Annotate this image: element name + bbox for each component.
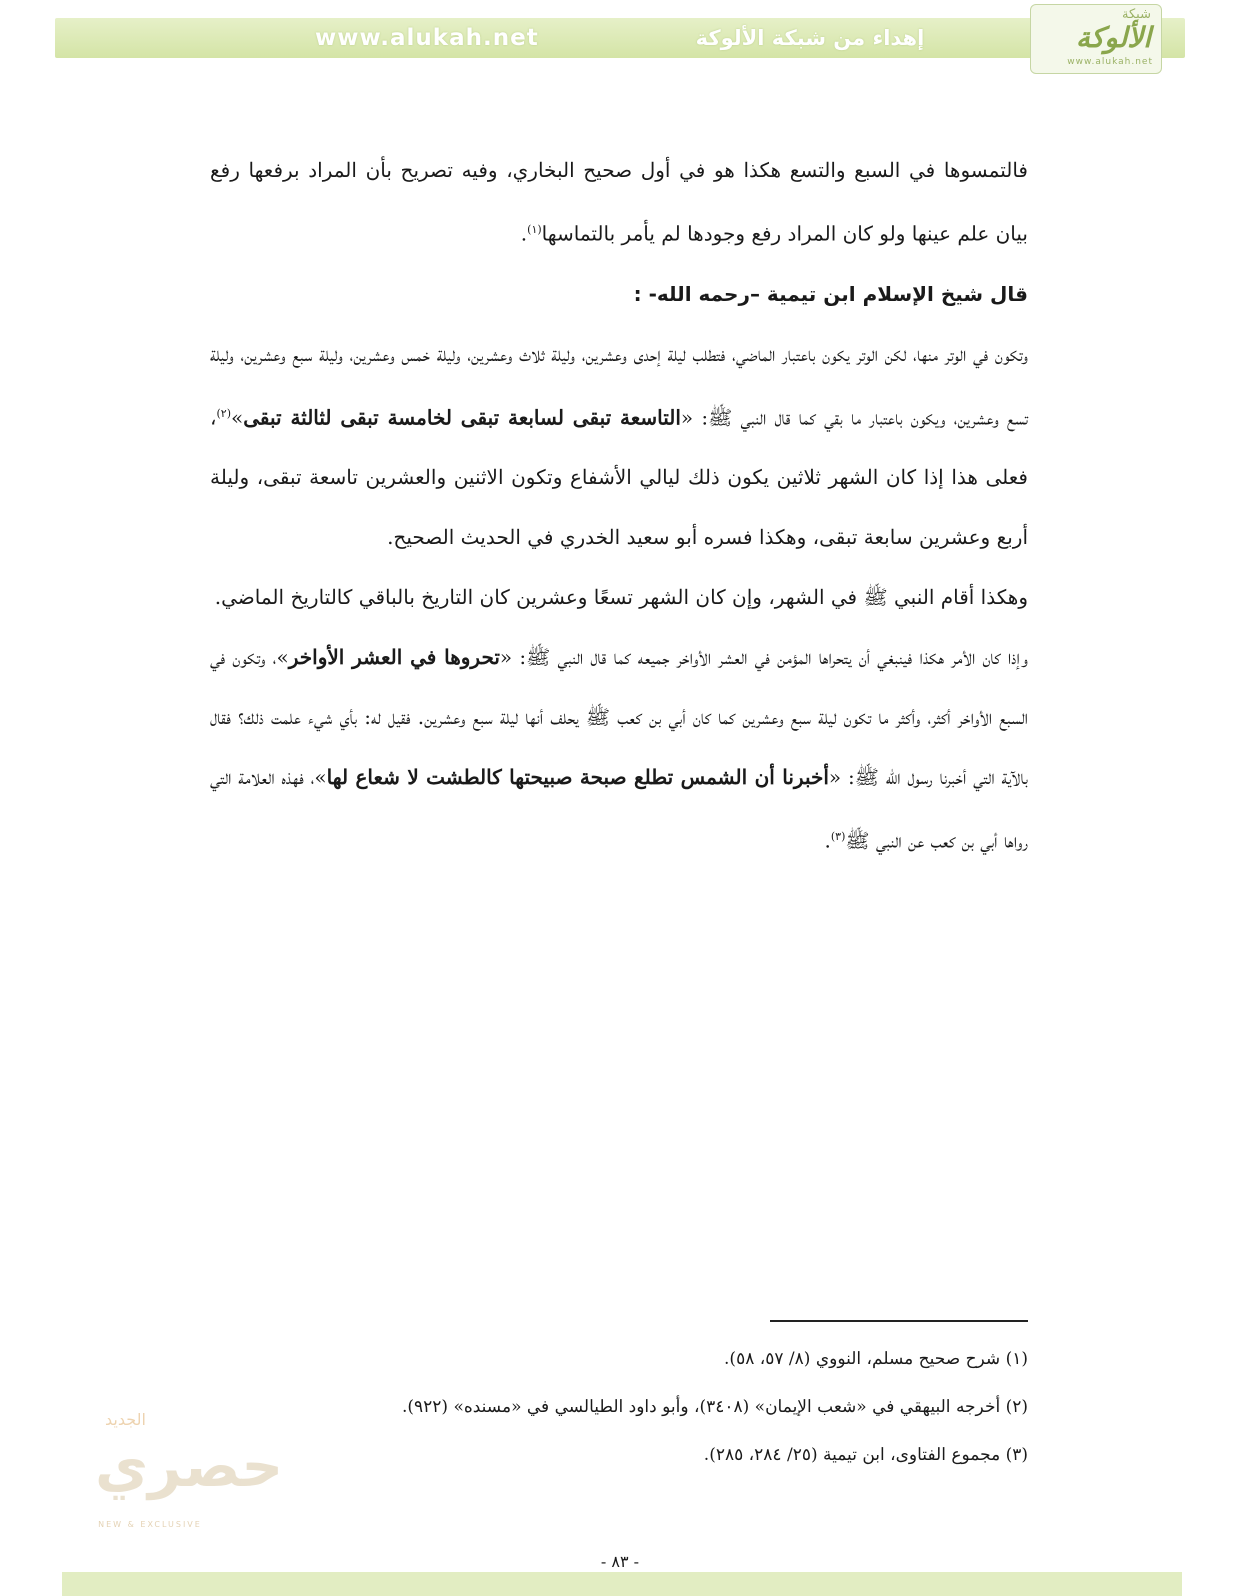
header-gift-text: إهداء من شبكة الألوكة: [695, 26, 925, 50]
footnote-3: (٣) مجموع الفتاوى، ابن تيمية (٢٥/ ٢٨٤، ٢٨٥).: [703, 1445, 1028, 1465]
footer-band: [62, 1572, 1182, 1596]
logo-url-text: www.alukah.net: [1067, 57, 1153, 67]
hadith-quote-3: أخبرنا أن الشمس تطلع صبحة صبيحتها كالطشت لا شعاع لها: [326, 765, 829, 790]
footnote-divider: [770, 1320, 1028, 1322]
hadith-quote-2: تحروها في العشر الأواخر: [288, 645, 500, 670]
paragraph-3: وهكذا أقام النبي ﷺ في الشهر، وإن كان الشهر تسعًا وعشرين كان التاريخ بالباقي كالتاريخ الماضي.: [214, 585, 1028, 610]
footnotes: [300, 1335, 1028, 1479]
hadith-quote-1: التاسعة تبقى لسابعة تبقى لخامسة تبقى لثالثة تبقى: [243, 405, 681, 430]
section-heading: قال شيخ الإسلام ابن تيمية –رحمه الله- :: [633, 281, 1028, 306]
paragraph-2: وتكون في الوتر منها، لكن الوتر يكون باعتبار الماضي، فتطلب ليلة إحدى وعشرين، وليلة ثلاث وعشرين، وليلة خمس وعشرين، وليلة سبع وعشرين، وليلة تسع وعشرين، ويكون باعتبار ما بقي كما قال النبي ﷺ: «التاسعة تبقى لسابعة تبقى لخامسة تبقى لثالثة تبقى»$^{(٢)}$، فعلى هذا إذا كان الشهر ثلاثين يكون ذلك ليالي الأشفاع وتكون الاثنين والعشرين تاسعة تبقى، وليلة أربع وعشرين سابعة تبقى، وهكذا فسره أبو سعيد الخدري في الحديث الصحيح.: [210, 341, 1028, 550]
watermark-logo: [85, 1410, 284, 1535]
main-text: [210, 140, 1028, 871]
alukah-logo: [1030, 4, 1162, 74]
footnote-ref-2: (٢): [216, 406, 231, 420]
logo-top-text: شبكة: [1122, 7, 1151, 22]
footnote-1: (١) شرح صحيح مسلم، النووي (٨/ ٥٧، ٥٨).: [724, 1349, 1028, 1369]
paragraph-1: فالتمسوها في السبع والتسع هكذا هو في أول صحيح البخاري، وفيه تصريح بأن المراد برفعها رفع بيان علم عينها ولو كان المراد رفع وجودها لم يأمر بالتماسها$^{(١)}$.: [210, 158, 1028, 246]
footnote-2: (٢) أخرجه البيهقي في «شعب الإيمان» (٣٤٠٨)، وأبو داود الطيالسي في «مسنده» (٩٢٢).: [401, 1397, 1028, 1417]
header-band: [55, 18, 1185, 58]
logo-main-text: الألوكة: [1075, 21, 1151, 54]
watermark-top-text: الجديد: [105, 1410, 146, 1429]
footnote-ref-1: (١): [527, 223, 542, 236]
page-number: - ٨٣ -: [600, 1552, 640, 1571]
watermark-main-text: حصري: [95, 1432, 284, 1500]
paragraph-4: وإذا كان الأمر هكذا فينبغي أن يتحراها المؤمن في العشر الأواخر جميعه كما قال النبي ﷺ: «تحروها في العشر الأواخر»، وتكون في السبع الأواخر أكثر، وأكثر ما تكون ليلة سبع وعشرين كما كان أبي بن كعب ﷺ يحلف أنها ليلة سبع وعشرين. فقيل له: بأي شيء علمت ذلك؟ فقال بالآية التي أخبرنا رسول الله ﷺ: «أخبرنا أن الشمس تطلع صبحة صبيحتها كالطشت لا شعاع لها»، فهذه العلامة التي رواها أبي بن كعب عن النبي ﷺ$^{(٣)}$.: [210, 645, 1028, 853]
footnote-ref-3: (٣): [830, 830, 846, 844]
header-url: www.alukah.net: [315, 25, 539, 51]
watermark-bottom-text: NEW & EXCLUSIVE: [98, 1520, 202, 1529]
